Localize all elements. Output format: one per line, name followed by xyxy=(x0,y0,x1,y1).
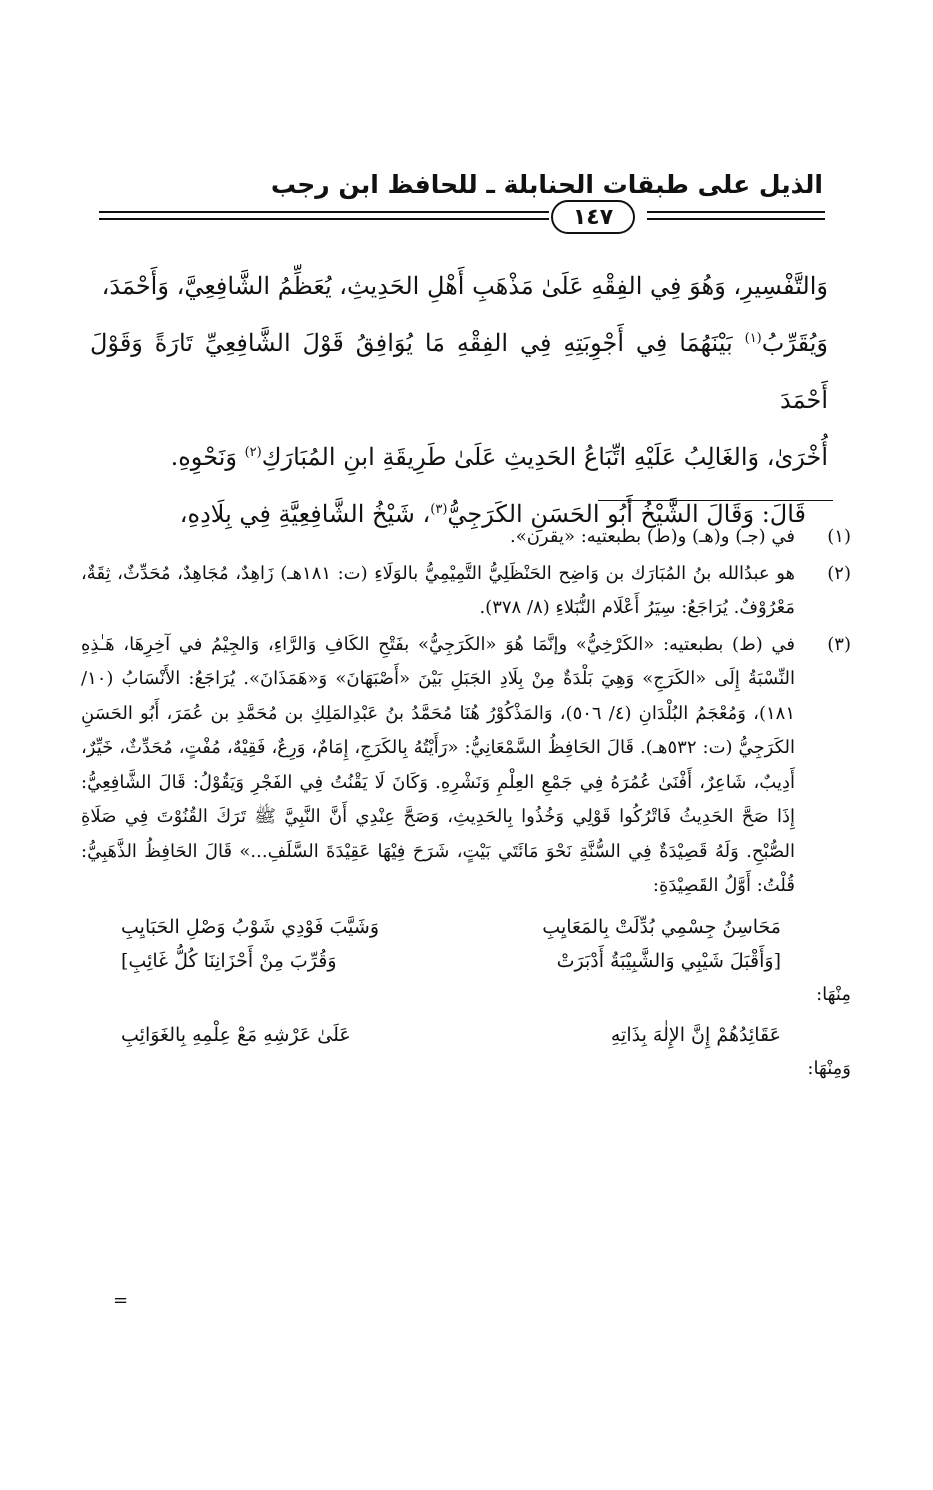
main-line-part: وَنَحْوِهِ. xyxy=(170,443,245,471)
footnotes xyxy=(81,520,851,1086)
main-line-part: ، شَيْخُ الشَّافِعِيَّةِ فِي بِلَادِهِ، xyxy=(179,500,431,528)
footnote xyxy=(81,520,851,555)
footnote xyxy=(81,628,851,904)
poem-label: مِنْهَا: xyxy=(816,983,851,1005)
poem-verse xyxy=(121,1018,781,1052)
main-line xyxy=(90,429,828,486)
poem-label: وَمِنْهَا: xyxy=(807,1057,851,1079)
footnote-ref-1[interactable]: (١) xyxy=(744,331,762,346)
footnote-ref-2[interactable]: (٢) xyxy=(244,445,262,460)
verse-first-hemistich: [وَأَقْبَلَ شَيْبِي وَالشَّبِيْبَةُ أَدْبَرَتْ xyxy=(556,949,781,972)
footnote-number: (١) xyxy=(827,526,851,547)
verse-first-hemistich: عَقَائِدُهُمْ إِنَّ الإِلٰهَ بِذَاتِهِ xyxy=(610,1023,781,1046)
verse-second-hemistich: عَلَىٰ عَرْشِهِ مَعْ عِلْمِهِ بِالغَوَائِبِ xyxy=(121,1023,351,1046)
main-line-part: قَالَ: وَقَالَ الشَّيْخُ أَبُو الحَسَنِ الكَرَجِيُّ xyxy=(447,500,806,528)
main-line-part: بَيْنَهُمَا فِي أَجْوِبَتِهِ فِي الفِقْهِ مَا يُوَافِقُ قَوْلَ الشَّافِعِيِّ تَارَةً وَقَوْلَ أَحْمَدَ xyxy=(90,329,828,414)
main-line xyxy=(90,315,828,429)
poem-verse xyxy=(121,910,781,944)
footnote-separator xyxy=(598,500,833,501)
header-rule xyxy=(99,200,825,240)
footnote-number: (٣) xyxy=(827,633,851,655)
poem xyxy=(121,910,811,978)
running-header-title: الذيل على طبقات الحنابلة ـ للحافظ ابن رجب xyxy=(270,170,823,199)
footnote-ref-3[interactable]: (٣) xyxy=(430,502,448,517)
continuation-mark: = xyxy=(113,1290,129,1311)
verse-second-hemistich: وَشَيَّبَ فَوْدِي شَوْبُ وَصْلِ الحَبَايِبِ xyxy=(121,915,379,938)
poem xyxy=(121,1018,811,1052)
main-line: وَالتَّفْسِيرِ، وَهُوَ فِي الفِقْهِ عَلَىٰ مَذْهَبِ أَهْلِ الحَدِيثِ، يُعَظِّمُ الشَّافِعِيَّ، وَأَحْمَدَ، xyxy=(101,272,828,300)
footnote-text: في (جـ) و(هـ) و(ط) بطبعتيه: «يقرن». xyxy=(509,526,795,547)
footnote-text: هو عبدُالله بنُ المُبَارَك بن وَاضِح الحَنْظَلِيُّ التَّمِيْمِيُّ بالوَلَاءِ (ت: ١٨١هـ) زَاهِدٌ، مُجَاهِدٌ، مُحَدِّثٌ، ثِقَةٌ، مَعْرُوْفٌ. يُرَاجَعُ: سِيَرُ أَعْلَام النُّبَلاءِ (٨/ ٣٧٨). xyxy=(81,562,796,618)
page-number: ١٤٧ xyxy=(551,200,635,234)
verse-second-hemistich: وَقُرِّبَ مِنْ أَحْزَانِنَا كُلُّ غَائِبِ] xyxy=(121,949,337,972)
footnote xyxy=(81,557,851,626)
header-rule-left xyxy=(99,211,549,220)
header-rule-right xyxy=(647,211,825,220)
main-line-part: أُخْرَىٰ، وَالغَالِبُ عَلَيْهِ اتِّبَاعُ الحَدِيثِ عَلَىٰ طَرِيقَةِ ابنِ المُبَارَكِ xyxy=(261,443,828,471)
main-line-part: وَيُقَرِّبُ xyxy=(761,329,828,357)
verse-first-hemistich: مَحَاسِنُ جِسْمِي بُدِّلَتْ بِالمَعَايِبِ xyxy=(542,915,781,938)
poem-verse xyxy=(121,944,781,978)
footnote-text: في (ط) بطبعتيه: «الكَرْخِيُّ» وإنَّمَا هُوَ «الكَرَجِيُّ» بفَتْحِ الكَافِ وَالرَّاءِ، وَالجِيْمُ في آخِرِهَا، هَـٰذِهِ النِّسْبَةُ إِلَى «الكَرَجِ» وَهِيَ بَلْدَةٌ مِنْ بِلَادِ الجَبَلِ بَيْنَ «أَصْبَهَانَ» وَ«هَمَذَانَ». يُرَاجَعُ: الأَنْسَابُ (١٠/ ١٨١)، وَمُعْجَمُ البُلْدَانِ (٤/ ٥٠٦)، وَالمَذْكُوْرُ هُنَا مُحَمَّدُ بنُ عَبْدِالمَلِكِ بن مُحَمَّدِ بن عُمَرَ، أَبُو الحَسَنِ الكَرَجِيُّ (ت: ٥٣٢هـ). قَالَ الحَافِظُ السَّمْعَانِيُّ: «رَأَيْتُهُ بِالكَرَجِ، إِمَامٌ، وَرِعٌ، فَقِيْهٌ، مُفْتٍ، مُحَدِّثٌ، خَيِّرٌ، أَدِيبٌ، شَاعِرٌ، أَفْنَىٰ عُمُرَهُ فِي جَمْعِ العِلْمِ وَنَشْرِهِ. وَكَانَ لَا يَقْنُتُ فِي الفَجْرِ وَيَقُوْلُ: قَالَ الشَّافِعِيُّ: إِذَا صَحَّ الحَدِيثُ فَاتْرُكُوا قَوْلِي وَخُذُوا بِالحَدِيثِ، وَصَحَّ عِنْدِي أَنَّ النَّبِيَّ ﷺ تَرَكَ القُنُوْتَ فِي صَلَاةِ الصُّبْحِ. وَلَهُ قَصِيْدَةٌ فِي السُّنَّةِ نَحْوَ مَائَتَي بَيْتٍ، شَرَحَ فِيْهَا عَقِيْدَةَ السَّلَفِ...» قَالَ الحَافِظُ الذَّهَبِيُّ: قُلْتُ: أَوَّلُ القَصِيْدَةِ: xyxy=(81,633,795,896)
footnote-number: (٢) xyxy=(827,562,851,584)
